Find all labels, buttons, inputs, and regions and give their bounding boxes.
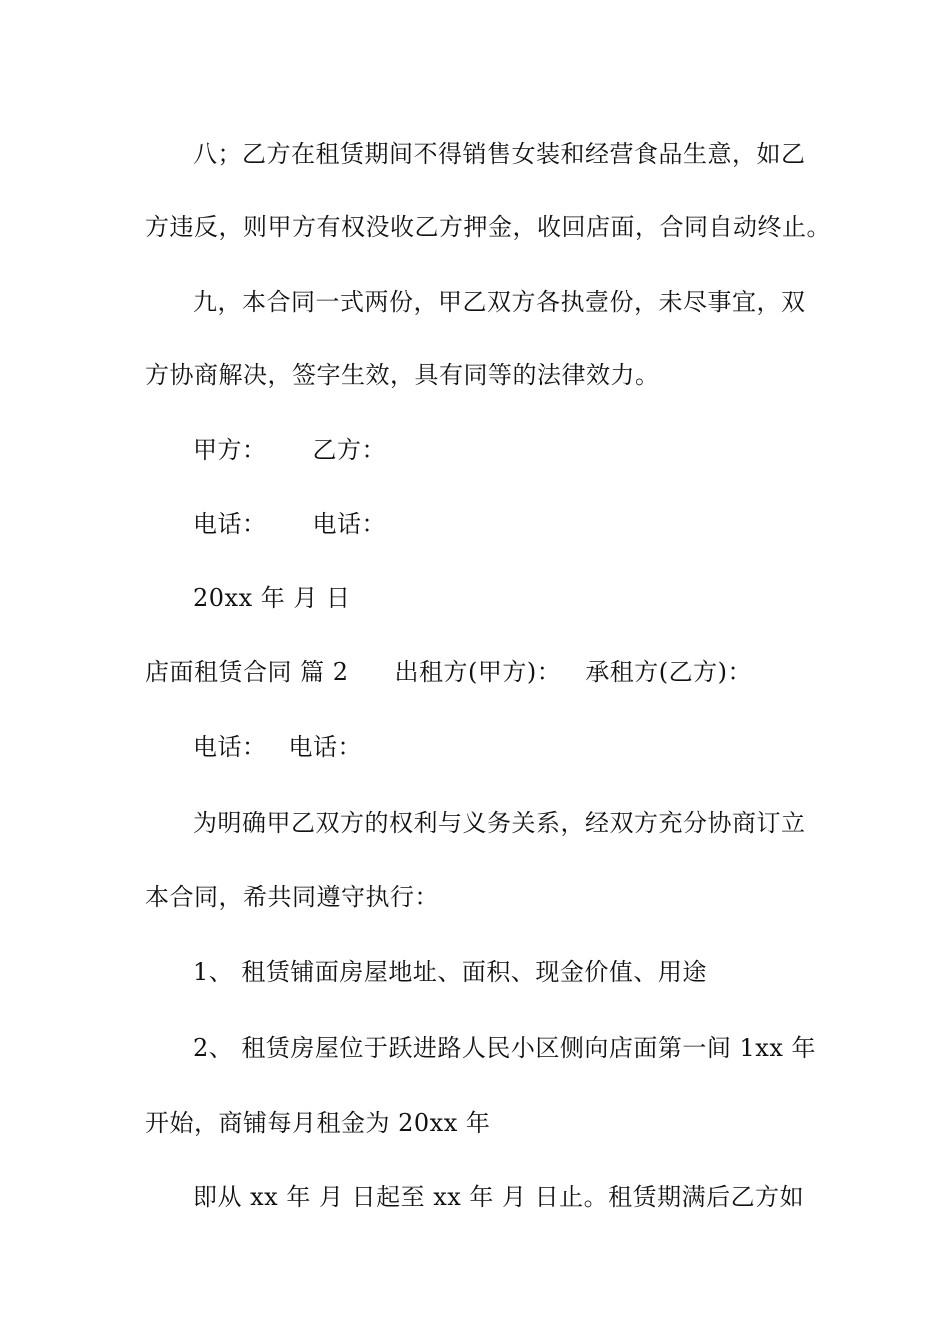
list-item: 2、 租赁房屋位于跃进路人民小区侧向店面第一间 1xx 年 [193,1034,816,1062]
signature-party-row [193,433,833,467]
party-a-label: 甲方： [193,436,267,464]
signature-phone-row [193,507,833,541]
paragraph-line: 方违反，则甲方有权没收乙方押金，收回店面，合同自动终止。 [145,213,831,241]
paragraph-line: 本合同，希共同遵守执行： [145,883,439,911]
section-header-row [145,655,845,689]
party-b-label: 乙方： [312,436,386,464]
paragraph-line: 即从 xx 年 月 日起至 xx 年 月 日止。租赁期满后乙方如 [193,1183,805,1211]
signature-date: 20xx 年 月 日 [193,584,351,612]
phone-b-label: 电话： [312,510,386,538]
paragraph-line: 九，本合同一式两份，甲乙双方各执壹份，未尽事宜，双 [193,288,806,316]
phone-a-label: 电话： [193,733,267,761]
lessor-label: 出租方(甲方)： [394,658,562,686]
paragraph-line: 开始，商铺每月租金为 20xx 年 [145,1109,491,1137]
list-item: 1、 租赁铺面房屋地址、面积、现金价值、用途 [193,958,707,986]
paragraph-line: 八；乙方在租赁期间不得销售女装和经营食品生意，如乙 [193,140,806,168]
section-phone-row [193,730,833,764]
phone-b-label: 电话： [288,733,362,761]
paragraph-line: 为明确甲乙双方的权利与义务关系，经双方充分协商订立 [193,809,806,837]
section-title: 店面租赁合同 篇 2 [145,658,349,686]
paragraph-line: 方协商解决，签字生效，具有同等的法律效力。 [145,361,660,389]
lessee-label: 承租方(乙方)： [585,658,752,686]
phone-a-label: 电话： [193,510,267,538]
